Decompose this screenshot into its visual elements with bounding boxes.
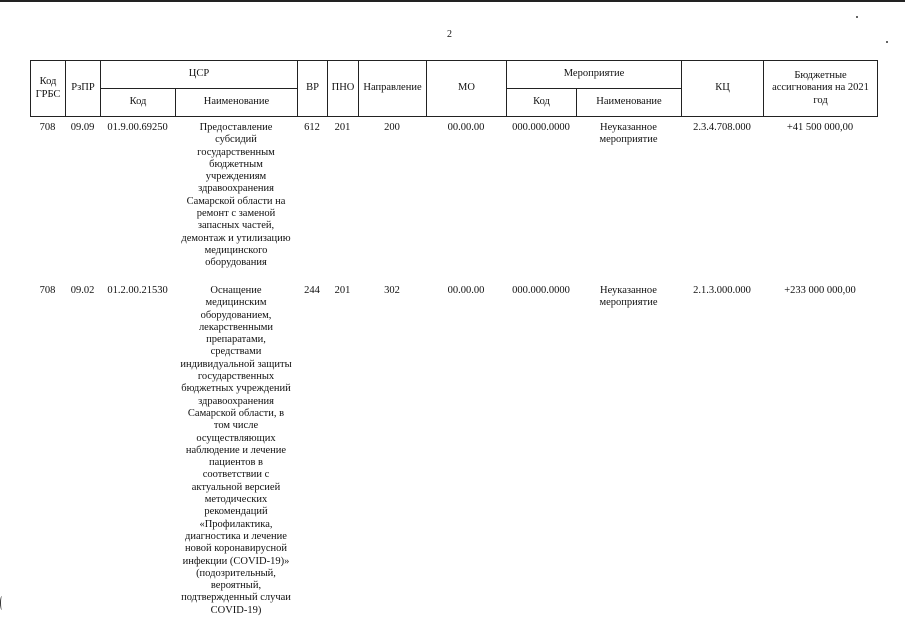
cell-csr-code: 01.2.00.21530 (107, 285, 168, 296)
cell-event-name: Неуказанное мероприятие (599, 285, 658, 309)
cell-event-code: 000.000.0000 (512, 285, 570, 296)
header-csr: ЦСР (101, 61, 298, 89)
header-event-name: Наименование (577, 89, 682, 117)
budget-table-header (30, 60, 878, 117)
cell-pno: 201 (334, 285, 351, 296)
cell-grbs: 708 (39, 285, 56, 296)
header-pno: ПНО (328, 61, 359, 117)
header-budget: Бюджетные ассигнования на 2021 год (764, 61, 878, 117)
header-csr-kod: Код (101, 89, 176, 117)
cell-direction: 302 (384, 285, 400, 296)
header-event-kod: Код (507, 89, 577, 117)
header-event: Мероприятие (507, 61, 682, 89)
header-mo: МО (427, 61, 507, 117)
cell-amount: +41 500 000,00 (786, 122, 854, 133)
cell-mo: 00.00.00 (447, 285, 485, 296)
header-rzpr: РзПР (66, 61, 101, 117)
cell-rzpr: 09.02 (70, 285, 95, 296)
cell-direction: 200 (384, 122, 400, 133)
cell-vr: 612 (304, 122, 320, 133)
cell-kc: 2.1.3.000.000 (693, 285, 751, 296)
cell-grbs: 708 (39, 122, 56, 133)
page-top-border (0, 0, 905, 2)
scan-mark (0, 596, 4, 610)
cell-rzpr: 09.09 (70, 122, 95, 133)
header-csr-name: Наименование (176, 89, 298, 117)
cell-csr-code: 01.9.00.69250 (107, 122, 168, 133)
cell-amount: +233 000 000,00 (784, 285, 856, 296)
scan-speck (886, 41, 888, 43)
cell-event-name: Неуказанное мероприятие (599, 122, 658, 146)
cell-kc: 2.3.4.708.000 (693, 122, 751, 133)
cell-vr: 244 (304, 285, 320, 296)
scan-speck (856, 16, 858, 18)
header-direction: Направление (359, 61, 427, 117)
cell-mo: 00.00.00 (447, 122, 485, 133)
header-vr: ВР (298, 61, 328, 117)
cell-event-code: 000.000.0000 (512, 122, 570, 133)
cell-csr-name: Оснащение медицинским оборудованием, лекарственными препаратами, средствами индивидуальной защиты государственных бюджетных учреждений здравоохранения Самарской области, в том числе осуществляющих наблюдение и лечение пациентов в соответствии с актуальной версией методических рекомендаций «Профилактика, диагностика и лечение новой коронавирусной инфекции (COVID-19)» (подозрительный, вероятный, подтвержденный случаи COVID-19) (180, 285, 292, 616)
cell-csr-name: Предоставление субсидий государственным бюджетным учреждениям здравоохранения Самарской области на ремонт с заменой запасных частей, демонтаж и утилизацию медицинского оборудования (181, 122, 291, 269)
header-kod-grbs: Код ГРБС (31, 61, 66, 117)
page-number: 2 (447, 29, 452, 40)
cell-pno: 201 (334, 122, 351, 133)
header-kc: КЦ (682, 61, 764, 117)
